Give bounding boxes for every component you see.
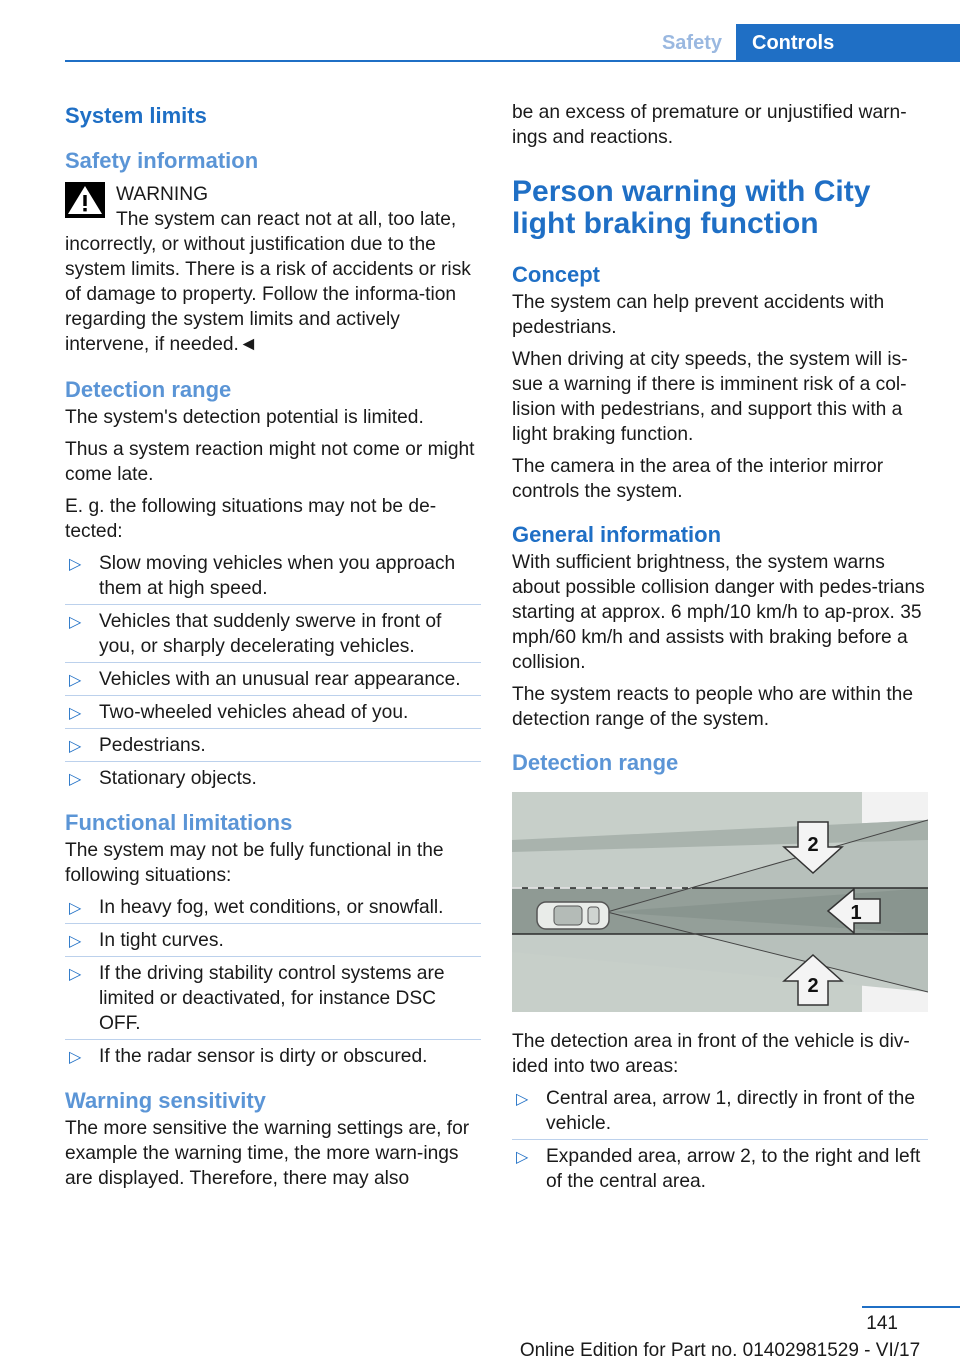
triangle-bullet-icon: ▷	[69, 614, 82, 631]
left-column	[65, 100, 481, 1191]
detection-list	[65, 547, 481, 794]
concept-p3: The camera in the area of the interior mirror controls the system.	[512, 456, 884, 502]
page-number: 141	[866, 1313, 898, 1334]
functional-list	[65, 891, 481, 1072]
list-item: ▷ Stationary objects.	[65, 762, 481, 794]
heading-warning-sensitivity: Warning sensitivity	[65, 1088, 266, 1113]
concept-p2: When driving at city speeds, the system will is-sue a warning if there is imminent risk of a col-lision with pedestrians, and support this with a light braking function.	[512, 349, 908, 445]
heading-functional-limitations: Functional limitations	[65, 810, 293, 835]
general-p1: With sufficient brightness, the system warns about possible collision danger with pedes-trians starting at approx. 6 mph/10 km/h to ap-prox. 35 mph/60 km/h and assists with braking before a collision.	[512, 552, 925, 673]
triangle-bullet-icon: ▷	[516, 1149, 529, 1166]
general-p2: The system reacts to people who are within the detection range of the system.	[512, 684, 914, 730]
list-item: ▷ In heavy fog, wet conditions, or snowfall.	[65, 891, 481, 924]
area-list	[512, 1082, 928, 1197]
detection-range-figure	[512, 792, 928, 1012]
detection-area-p: The detection area in front of the vehicle is div-ided into two areas:	[512, 1031, 910, 1077]
triangle-bullet-icon: ▷	[69, 900, 82, 917]
triangle-bullet-icon: ▷	[69, 672, 82, 689]
list-item: ▷ Central area, arrow 1, directly in front of the vehicle.	[512, 1082, 928, 1140]
heading-detection-range-left: Detection range	[65, 377, 232, 402]
triangle-bullet-icon: ▷	[69, 771, 82, 788]
arrow-label-bottom: 2	[807, 975, 819, 997]
tab-safety[interactable]: Safety	[661, 32, 722, 54]
right-column	[512, 100, 928, 1197]
continued-paragraph: be an excess of premature or unjustified warn-ings and reactions.	[512, 102, 907, 148]
triangle-bullet-icon: ▷	[69, 556, 82, 573]
concept-p1: The system can help prevent accidents with pedestrians.	[512, 292, 885, 338]
heading-system-limits: System limits	[65, 103, 207, 128]
detection-p3: E. g. the following situations may not be de-tected:	[65, 496, 437, 542]
warning-text: The system can react not at all, too late, incorrectly, or without justification due to the system limits. There is a risk of accidents or risk of damage to property. Follow the informa-tion regarding the system limits and actively intervene, if needed.◄	[65, 209, 471, 355]
triangle-bullet-icon: ▷	[516, 1091, 529, 1108]
heading-general-information: General information	[512, 522, 722, 547]
triangle-bullet-icon: ▷	[69, 705, 82, 722]
list-item: ▷ Vehicles with an unusual rear appearance.	[65, 663, 481, 696]
heading-concept: Concept	[512, 262, 600, 287]
heading-safety-information: Safety information	[65, 148, 259, 173]
triangle-bullet-icon: ▷	[69, 738, 82, 755]
warning-block	[65, 182, 481, 357]
sensitivity-p1: The more sensitive the warning settings are, for example the warning time, the more warn-ings are displayed. Therefore, there may also	[65, 1118, 470, 1189]
triangle-bullet-icon: ▷	[69, 966, 82, 983]
car-icon	[537, 902, 609, 929]
detection-p1: The system's detection potential is limited.	[65, 407, 424, 428]
edition-note: Online Edition for Part no. 01402981529 - VI/17	[519, 1340, 921, 1361]
footer-rule	[862, 1306, 960, 1308]
detection-p2: Thus a system reaction might not come or might come late.	[65, 439, 475, 485]
arrow-label-top: 2	[807, 834, 819, 856]
header-rule	[65, 60, 960, 62]
triangle-bullet-icon: ▷	[69, 1049, 82, 1066]
list-item: ▷ In tight curves.	[65, 924, 481, 957]
warning-label: WARNING	[116, 184, 209, 205]
heading-person-warning: Person warning with City light braking function	[512, 175, 871, 240]
list-item: ▷ If the radar sensor is dirty or obscured.	[65, 1040, 481, 1072]
triangle-bullet-icon: ▷	[69, 933, 82, 950]
list-item: ▷ Two-wheeled vehicles ahead of you.	[65, 696, 481, 729]
list-item: ▷ Expanded area, arrow 2, to the right and left of the central area.	[516, 1146, 921, 1192]
list-item: ▷ If the driving stability control systems are limited or deactivated, for instance DSC OFF.	[65, 957, 481, 1040]
list-item: ▷ Vehicles that suddenly swerve in front of you, or sharply decelerating vehicles.	[65, 605, 481, 663]
tab-controls[interactable]: Controls	[736, 24, 960, 62]
functional-p1: The system may not be fully functional in the following situations:	[65, 840, 444, 886]
arrow-label-mid: 1	[850, 902, 862, 924]
list-item: ▷ Pedestrians.	[65, 729, 481, 762]
heading-detection-range-right: Detection range	[512, 750, 679, 775]
list-item: ▷ Slow moving vehicles when you approach them at high speed.	[65, 547, 481, 605]
warning-triangle-icon	[65, 182, 105, 218]
